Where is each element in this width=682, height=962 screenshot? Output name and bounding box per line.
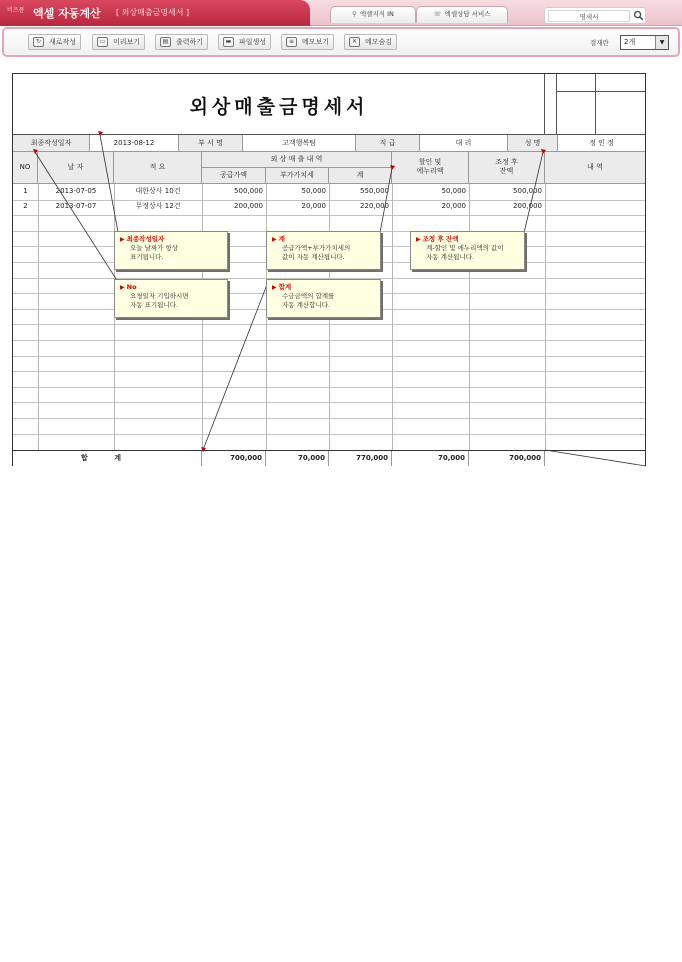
row-date: 2013-07-07: [55, 202, 97, 210]
name-value[interactable]: 정 인 정: [558, 135, 645, 152]
approval-count-value: 2개: [624, 38, 636, 46]
row-total: 550,000: [360, 187, 389, 195]
dept-label: 부 서 명: [179, 135, 243, 152]
header-no: NO: [13, 152, 38, 184]
comment-adjusted[interactable]: [410, 231, 525, 270]
header-memo: 내 역: [545, 152, 645, 184]
brand-name[interactable]: 엑셀 자동계산: [33, 7, 101, 20]
connector-no: [35, 152, 118, 282]
totals-vat: 70,000: [266, 451, 329, 466]
comment-total-title: 계: [278, 235, 285, 243]
memo-hide-button-label: 메모숨김: [365, 38, 393, 46]
triangle-right-icon: ▶: [416, 236, 421, 243]
preview-button-label: 미리보기: [113, 38, 141, 46]
row-description: 무정상사 12건: [135, 202, 181, 210]
comment-date-title: 최종작성일자: [126, 235, 165, 243]
header-total: 계: [329, 168, 392, 184]
comment-sum-body: 수금금액의 합계를 자동 계산합니다.: [282, 292, 335, 309]
comment-total-body: 공급가액+부가가치세의 값이 자동 계산됩니다.: [282, 244, 351, 261]
close-icon: ✕: [349, 37, 360, 47]
comment-adjusted-title: 조정 후 잔액: [422, 235, 459, 243]
connector-date: [100, 135, 118, 232]
memo-total-diagonal: [545, 450, 646, 466]
position-value[interactable]: 대 리: [420, 135, 508, 152]
row-description: 대한상사 10건: [135, 187, 181, 195]
comment-date-body: 오늘 날짜가 항상 표기됩니다.: [130, 244, 179, 261]
date-value[interactable]: 2013-08-12: [90, 135, 179, 152]
connector-adjusted: [524, 152, 543, 233]
totals-label: 합 계: [13, 451, 202, 466]
document-name: [ 외상매출금명세서 ]: [116, 8, 190, 17]
comment-adjusted-body: 계-할인 및 에누리액의 값이 자동 계산됩니다.: [426, 244, 504, 261]
dept-value[interactable]: 고객행복팀: [243, 135, 356, 152]
memo-view-button-label: 메모보기: [302, 38, 330, 46]
header-date: 날 자: [38, 152, 114, 184]
totals-adjusted: 700,000: [469, 451, 545, 466]
row-adjusted: 200,000: [513, 202, 542, 210]
comment-marker-icon: [98, 131, 103, 136]
row-discount: 50,000: [441, 187, 466, 195]
row-vat: 20,000: [301, 202, 326, 210]
pin-icon: ⚲: [352, 10, 357, 18]
memo-icon: ≡: [286, 37, 297, 47]
totals-supply: 700,000: [202, 451, 266, 466]
position-label: 직 급: [356, 135, 420, 152]
totals-discount: 70,000: [392, 451, 469, 466]
brand-company: 비즈폼: [7, 7, 25, 14]
print-icon: ▤: [160, 37, 171, 47]
comment-marker-icon: [390, 165, 395, 170]
row-no: 2: [23, 202, 28, 210]
row-total: 220,000: [360, 202, 389, 210]
comment-no[interactable]: [114, 279, 228, 318]
header-description: 적 요: [114, 152, 202, 184]
tab-excel-knowledge-label: 엑셀지식 IN: [359, 10, 394, 18]
refresh-icon: ↻: [33, 37, 44, 47]
date-label: 최종작성일자: [13, 135, 90, 152]
comment-sum-title: 합계: [278, 283, 292, 291]
triangle-right-icon: ▶: [120, 284, 125, 291]
row-no: 1: [23, 187, 28, 195]
comment-marker-icon: [201, 447, 206, 452]
create-file-button-label: 파일생성: [239, 38, 267, 46]
triangle-right-icon: ▶: [120, 236, 125, 243]
phone-icon: ☏: [433, 10, 442, 18]
header-discount: 할인 및 에누리액: [392, 152, 469, 184]
comment-marker-icon: [33, 149, 38, 154]
comment-marker-icon: [541, 149, 546, 154]
row-adjusted: 500,000: [513, 187, 542, 195]
print-button-label: 출력하기: [176, 38, 204, 46]
triangle-right-icon: ▶: [272, 284, 277, 291]
comment-no-title: No: [126, 283, 137, 291]
comment-sum[interactable]: [266, 279, 381, 318]
monitor-icon: ▭: [97, 37, 108, 47]
chevron-down-icon[interactable]: ▼: [655, 36, 668, 49]
header-sales-group: 외 상 매 출 내 역: [202, 152, 392, 168]
comment-date[interactable]: [114, 231, 228, 270]
tab-excel-consult-label: 엑셀상담 서비스: [444, 10, 491, 18]
row-vat: 50,000: [301, 187, 326, 195]
totals-total: 770,000: [329, 451, 392, 466]
header-vat: 부가가치세: [266, 168, 329, 184]
comment-total[interactable]: [266, 231, 381, 270]
page-title: 외상매출금명세서: [189, 96, 369, 118]
header-supply: 공급가액: [202, 168, 266, 184]
comment-no-body: 요청일자 기입하시면 자동 표기됩니다.: [130, 292, 189, 309]
folder-icon: ▬: [223, 37, 234, 47]
row-supply: 200,000: [234, 202, 263, 210]
row-date: 2013-07-05: [55, 187, 97, 195]
row-discount: 20,000: [441, 202, 466, 210]
header-adjusted: 조정 후 잔액: [469, 152, 545, 184]
triangle-right-icon: ▶: [272, 236, 277, 243]
name-label: 성 명: [508, 135, 558, 152]
row-supply: 500,000: [234, 187, 263, 195]
new-button-label: 새로작성: [49, 38, 77, 46]
connector-total: [380, 168, 392, 233]
approval-count-label: 결재란: [590, 39, 609, 47]
